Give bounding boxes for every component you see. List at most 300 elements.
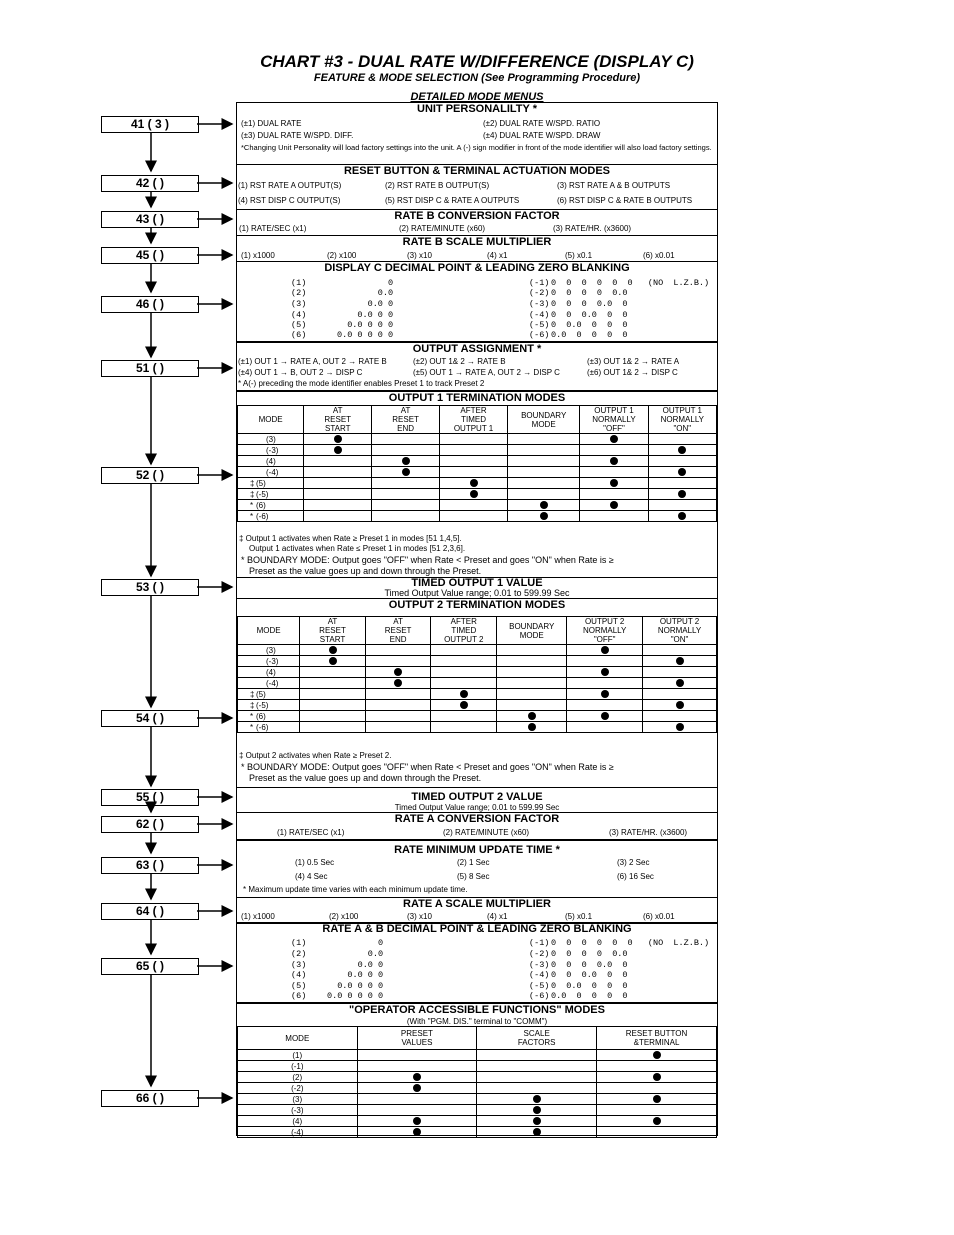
decimal-value: 0 0 0 0 0 0 (NO L.Z.B.) <box>551 278 710 288</box>
timed-output1-range: Timed Output Value range; 0.01 to 599.99 Sec <box>384 588 570 598</box>
rate-a-conversion-panel <box>236 812 718 840</box>
table-header-row <box>238 1027 717 1050</box>
footnote-mark: ‡ <box>250 689 255 699</box>
column-header: SCALE FACTORS <box>477 1027 597 1050</box>
mode-cell <box>300 689 366 700</box>
mode-cell <box>477 1116 597 1127</box>
mode-cell <box>304 500 372 511</box>
mode-cell <box>372 467 440 478</box>
mode-cell <box>648 500 716 511</box>
selection-dot <box>601 690 609 698</box>
mode-cell <box>440 456 508 467</box>
decimal-value: 0.0 0 0 <box>327 970 384 980</box>
selection-dot <box>676 657 684 665</box>
rate-a-scale-header: RATE A SCALE MULTIPLIER <box>403 898 551 910</box>
rate-a-conv-option: (2) RATE/MINUTE (x60) <box>443 828 530 837</box>
mode-cell <box>372 511 440 522</box>
decimal-value: 0.0 0 0 0 0 <box>551 991 628 1001</box>
selection-dot <box>413 1073 421 1081</box>
column-header: OUTPUT 1 NORMALLY "OFF" <box>580 406 648 434</box>
mode-cell <box>300 645 366 656</box>
decimal-mode: (4) <box>291 970 307 980</box>
decimal-value: 0.0 <box>327 949 384 959</box>
mode-cell <box>365 711 431 722</box>
timed-output2-range: Timed Output Value range; 0.01 to 599.99 Sec <box>394 803 560 812</box>
mode-cell <box>300 678 366 689</box>
reset-option: (5) RST DISP C & RATE A OUTPUTS <box>385 196 520 205</box>
mode-cell <box>648 445 716 456</box>
decimal-value: 0 0 0 0.0 0 <box>551 960 628 970</box>
output1-note: Output 1 activates when Rate ≤ Preset 1 in modes [51 2,3,6]. <box>249 544 466 553</box>
mode-cell <box>440 445 508 456</box>
rate-b-scale-option: (2) x100 <box>327 251 357 260</box>
mode-cell <box>440 478 508 489</box>
decimal-value: 0.0 0 <box>337 299 394 309</box>
mode-box-45: 45 ( ) <box>101 247 199 264</box>
mode-cell <box>597 1094 717 1105</box>
output2-termination-header: OUTPUT 2 TERMINATION MODES <box>388 599 566 611</box>
timed-output2-header: TIMED OUTPUT 2 VALUE <box>411 791 543 803</box>
output1-boundary-note: * BOUNDARY MODE: Output goes "OFF" when Rate < Preset and goes "ON" when Rate is ≥ <box>241 555 614 565</box>
mode-cell <box>648 478 716 489</box>
mode-cell <box>300 700 366 711</box>
output1-termination-table <box>237 405 717 522</box>
selection-dot <box>329 657 337 665</box>
mode-cell <box>580 478 648 489</box>
mode-cell: (1) <box>238 1050 358 1061</box>
reset-button-header: RESET BUTTON & TERMINAL ACTUATION MODES <box>343 165 611 177</box>
mode-cell <box>431 645 497 656</box>
mode-cell <box>357 1105 477 1116</box>
operator-functions-header: "OPERATOR ACCESSIBLE FUNCTIONS" MODES <box>349 1004 605 1016</box>
mode-cell <box>477 1050 597 1061</box>
mode-cell <box>643 711 717 722</box>
mode-cell <box>497 711 567 722</box>
mode-cell <box>567 645 643 656</box>
mode-cell: (3) <box>238 1094 358 1105</box>
mode-cell <box>643 678 717 689</box>
rate-b-conversion-panel <box>236 209 718 236</box>
rate-a-conv-option: (3) RATE/HR. (x3600) <box>609 828 688 837</box>
table-header-row <box>238 406 717 434</box>
table-row <box>238 478 717 489</box>
mode-cell <box>597 1083 717 1094</box>
mode-cell: * (-6) <box>238 511 304 522</box>
table-row <box>238 689 717 700</box>
mode-cell <box>372 434 440 445</box>
decimal-mode: (2) <box>291 949 307 959</box>
mode-cell <box>440 489 508 500</box>
column-header: MODE <box>238 1027 358 1050</box>
table-row <box>238 1105 717 1116</box>
column-header: MODE <box>238 406 304 434</box>
mode-cell: (-4) <box>238 678 300 689</box>
decimal-mode: (1) <box>291 278 307 288</box>
detailed-mode-menus-heading: DETAILED MODE MENUS <box>410 91 544 103</box>
decimal-value: 0.0 0 0 0 <box>327 981 384 991</box>
mode-cell <box>497 700 567 711</box>
column-header: AT RESET END <box>365 617 431 645</box>
mode-box-51: 51 ( ) <box>101 360 199 377</box>
output2-boundary-note: * BOUNDARY MODE: Output goes "OFF" when Rate < Preset and goes "ON" when Rate is ≥ <box>241 762 614 772</box>
decimal-mode: (-4) <box>529 970 550 980</box>
selection-dot <box>676 723 684 731</box>
output-assign-option: (±3) OUT 1& 2 → RATE A <box>587 357 680 366</box>
mode-cell: (-3) <box>238 445 304 456</box>
mode-cell <box>372 500 440 511</box>
mode-cell <box>508 445 580 456</box>
decimal-value: 0.0 0 0 <box>337 310 394 320</box>
selection-dot <box>334 446 342 454</box>
mode-cell <box>431 678 497 689</box>
mode-cell <box>648 434 716 445</box>
selection-dot <box>676 701 684 709</box>
decimal-value: 0.0 0 0 0 <box>337 320 394 330</box>
update-option: (5) 8 Sec <box>457 872 490 881</box>
mode-cell <box>477 1127 597 1138</box>
mode-cell <box>508 456 580 467</box>
mode-cell <box>372 478 440 489</box>
output-assign-option: (±1) OUT 1 → RATE A, OUT 2 → RATE B <box>238 357 387 366</box>
selection-dot <box>653 1095 661 1103</box>
rate-a-scale-option: (5) x0.1 <box>565 912 593 921</box>
mode-box-54: 54 ( ) <box>101 710 199 727</box>
selection-dot <box>601 646 609 654</box>
table-row <box>238 667 717 678</box>
footnote-mark: * <box>250 722 254 732</box>
decimal-value: 0 0 0.0 0 0 <box>551 970 628 980</box>
mode-cell: (-1) <box>238 1061 358 1072</box>
update-option: (3) 2 Sec <box>617 858 650 867</box>
mode-cell <box>580 456 648 467</box>
decimal-value: 0 <box>327 938 384 948</box>
decimal-mode: (-6) <box>529 991 550 1001</box>
operator-functions-sub: (With "PGM. DIS." terminal to "COMM") <box>406 1017 548 1026</box>
chart-title: CHART #3 - DUAL RATE W/DIFFERENCE (DISPLAY C) <box>260 52 694 71</box>
mode-cell: ‡ (-5) <box>238 489 304 500</box>
mode-cell <box>643 667 717 678</box>
mode-cell <box>567 722 643 733</box>
mode-cell <box>304 489 372 500</box>
mode-cell <box>431 689 497 700</box>
mode-cell <box>372 456 440 467</box>
mode-cell <box>597 1116 717 1127</box>
mode-cell <box>440 467 508 478</box>
mode-box-46: 46 ( ) <box>101 296 199 313</box>
mode-cell: (-4) <box>238 1127 358 1138</box>
table-row <box>238 1083 717 1094</box>
mode-cell <box>365 678 431 689</box>
mode-cell <box>365 656 431 667</box>
column-header: PRESET VALUES <box>357 1027 477 1050</box>
mode-cell <box>643 689 717 700</box>
selection-dot <box>678 490 686 498</box>
selection-dot <box>413 1084 421 1092</box>
selection-dot <box>610 479 618 487</box>
table-row <box>238 1116 717 1127</box>
mode-cell <box>567 700 643 711</box>
selection-dot <box>460 690 468 698</box>
decimal-mode: (6) <box>291 991 307 1001</box>
mode-cell <box>357 1072 477 1083</box>
selection-dot <box>413 1117 421 1125</box>
mode-cell <box>365 700 431 711</box>
mode-cell <box>440 434 508 445</box>
decimal-mode: (-4) <box>529 310 550 320</box>
column-header: OUTPUT 2 NORMALLY "ON" <box>643 617 717 645</box>
mode-cell <box>567 656 643 667</box>
mode-cell <box>508 434 580 445</box>
mode-cell: (3) <box>238 645 300 656</box>
unit-personality-option: (±1) DUAL RATE <box>241 119 302 128</box>
mode-box-42: 42 ( ) <box>101 175 199 192</box>
rate-b-scale-option: (1) x1000 <box>241 251 275 260</box>
table-row <box>238 456 717 467</box>
decimal-value: 0 0 0 0 0.0 <box>551 949 628 959</box>
decimal-value: 0.0 <box>337 288 394 298</box>
selection-dot <box>402 468 410 476</box>
mode-cell <box>372 489 440 500</box>
mode-cell <box>508 500 580 511</box>
rate-b-scale-option: (6) x0.01 <box>643 251 675 260</box>
decimal-mode: (2) <box>291 288 307 298</box>
mode-cell <box>365 689 431 700</box>
mode-cell <box>357 1083 477 1094</box>
output-assign-option: (±4) OUT 1 → B, OUT 2 → DISP C <box>238 368 363 377</box>
decimal-mode: (5) <box>291 981 307 991</box>
mode-cell <box>477 1105 597 1116</box>
unit-personality-option: (±3) DUAL RATE W/SPD. DIFF. <box>241 131 354 140</box>
mode-cell <box>497 656 567 667</box>
selection-dot <box>394 668 402 676</box>
mode-cell <box>597 1050 717 1061</box>
mode-box-53: 53 ( ) <box>101 579 199 596</box>
mode-cell <box>648 511 716 522</box>
mode-cell <box>508 467 580 478</box>
mode-cell <box>431 656 497 667</box>
operator-functions-panel <box>236 1003 718 1136</box>
mode-cell <box>497 689 567 700</box>
table-row <box>238 1061 717 1072</box>
decimal-value: 0 0.0 0 0 0 <box>551 320 628 330</box>
mode-cell <box>580 500 648 511</box>
table-row <box>238 445 717 456</box>
rate-b-conv-option: (2) RATE/MINUTE (x60) <box>399 224 486 233</box>
mode-cell <box>357 1116 477 1127</box>
decimal-value: 0 0.0 0 0 0 <box>551 981 628 991</box>
reset-button-panel <box>236 164 718 210</box>
mode-cell <box>648 456 716 467</box>
mode-cell: (-2) <box>238 1083 358 1094</box>
mode-cell: ‡ (5) <box>238 478 304 489</box>
decimal-mode: (1) <box>291 938 307 948</box>
mode-cell <box>365 722 431 733</box>
mode-cell <box>431 711 497 722</box>
mode-box-64: 64 ( ) <box>101 903 199 920</box>
rate-a-scale-option: (1) x1000 <box>241 912 275 921</box>
rate-b-conv-option: (3) RATE/HR. (x3600) <box>553 224 632 233</box>
mode-cell <box>497 645 567 656</box>
mode-cell: (2) <box>238 1072 358 1083</box>
mode-cell <box>580 511 648 522</box>
update-option: (1) 0.5 Sec <box>295 858 335 867</box>
decimal-value: 0 0 0 0 0.0 <box>551 288 628 298</box>
selection-dot <box>460 701 468 709</box>
output-assign-option: (±5) OUT 1 → RATE A, OUT 2 → DISP C <box>413 368 560 377</box>
mode-cell <box>643 656 717 667</box>
mode-cell <box>580 434 648 445</box>
column-header: OUTPUT 2 NORMALLY "OFF" <box>567 617 643 645</box>
decimal-mode: (-6) <box>529 330 550 340</box>
rate-b-scale-option: (4) x1 <box>487 251 508 260</box>
mode-box-55: 55 ( ) <box>101 789 199 806</box>
decimal-mode: (-1) <box>529 938 550 948</box>
timed-output1-panel <box>236 577 718 599</box>
output1-boundary-note: Preset as the value goes up and down through the Preset. <box>249 566 482 576</box>
rate-min-update-header: RATE MINIMUM UPDATE TIME * <box>394 844 560 856</box>
decimal-mode: (-5) <box>529 981 550 991</box>
timed-output2-panel <box>236 787 718 813</box>
selection-dot <box>678 446 686 454</box>
mode-cell <box>357 1094 477 1105</box>
decimal-value: 0 0 0.0 0 0 <box>551 310 628 320</box>
decimal-value: 0.0 0 0 0 0 <box>337 330 394 340</box>
table-row <box>238 1050 717 1061</box>
rate-min-update-panel <box>236 840 718 898</box>
mode-cell <box>357 1061 477 1072</box>
update-option: (4) 4 Sec <box>295 872 328 881</box>
mode-cell <box>440 500 508 511</box>
selection-dot <box>329 646 337 654</box>
mode-cell: * (6) <box>238 711 300 722</box>
output2-termination-panel <box>236 598 718 788</box>
mode-cell <box>643 722 717 733</box>
mode-cell <box>357 1127 477 1138</box>
mode-cell <box>300 667 366 678</box>
mode-cell <box>304 445 372 456</box>
table-row <box>238 434 717 445</box>
mode-cell: (-3) <box>238 1105 358 1116</box>
table-row <box>238 656 717 667</box>
mode-cell <box>300 711 366 722</box>
rate-a-scale-option: (2) x100 <box>329 912 359 921</box>
decimal-mode: (-2) <box>529 949 550 959</box>
output2-boundary-note: Preset as the value goes up and down through the Preset. <box>249 773 482 783</box>
mode-cell <box>648 467 716 478</box>
decimal-mode: (-3) <box>529 960 550 970</box>
selection-dot <box>676 679 684 687</box>
decimal-mode: (4) <box>291 310 307 320</box>
mode-box-43: 43 ( ) <box>101 211 199 228</box>
decimal-value: 0 <box>337 278 394 288</box>
decimal-mode: (-1) <box>529 278 550 288</box>
selection-dot <box>653 1073 661 1081</box>
footnote-mark: ‡ <box>250 478 255 488</box>
table-row <box>238 489 717 500</box>
column-header: BOUNDARY MODE <box>508 406 580 434</box>
selection-dot <box>533 1117 541 1125</box>
mode-cell <box>431 722 497 733</box>
mode-cell: * (-6) <box>238 722 300 733</box>
mode-cell <box>567 689 643 700</box>
reset-option: (1) RST RATE A OUTPUT(S) <box>238 181 342 190</box>
mode-box-41: 41 ( 3 ) <box>101 116 199 133</box>
decimal-mode: (6) <box>291 330 307 340</box>
timed-output1-header: TIMED OUTPUT 1 VALUE <box>411 577 543 589</box>
table-row <box>238 711 717 722</box>
mode-cell <box>567 678 643 689</box>
mode-cell: * (6) <box>238 500 304 511</box>
mode-cell: ‡ (-5) <box>238 700 300 711</box>
output2-termination-table <box>237 616 717 733</box>
output1-termination-header: OUTPUT 1 TERMINATION MODES <box>388 392 566 404</box>
mode-cell <box>648 489 716 500</box>
reset-option: (2) RST RATE B OUTPUT(S) <box>385 181 490 190</box>
selection-dot <box>610 457 618 465</box>
rate-b-scale-option: (3) x10 <box>407 251 432 260</box>
selection-dot <box>610 435 618 443</box>
column-header: MODE <box>238 617 300 645</box>
operator-functions-table <box>237 1026 717 1138</box>
decimal-mode: (5) <box>291 320 307 330</box>
unit-personality-note: *Changing Unit Personality will load factory settings into the unit. A (-) sign modifier in front of the mode identifier will also load factory settings. <box>241 143 712 152</box>
output1-termination-panel <box>236 391 718 578</box>
mode-cell <box>597 1061 717 1072</box>
mode-cell: (4) <box>238 456 304 467</box>
mode-cell <box>304 456 372 467</box>
selection-dot <box>470 490 478 498</box>
table-row <box>238 1072 717 1083</box>
unit-personality-option: (±4) DUAL RATE W/SPD. DRAW <box>483 131 601 140</box>
mode-cell <box>497 722 567 733</box>
chart-subtitle: FEATURE & MODE SELECTION (See Programming Procedure) <box>313 72 641 84</box>
mode-cell <box>477 1061 597 1072</box>
mode-cell <box>365 645 431 656</box>
column-header: AT RESET END <box>372 406 440 434</box>
mode-cell <box>580 489 648 500</box>
decimal-mode: (3) <box>291 299 307 309</box>
decimal-mode: (-3) <box>529 299 550 309</box>
mode-cell <box>431 700 497 711</box>
mode-cell <box>597 1072 717 1083</box>
unit-personality-option: (±2) DUAL RATE W/SPD. RATIO <box>483 119 601 128</box>
column-header: AT RESET START <box>304 406 372 434</box>
decimal-mode: (-5) <box>529 320 550 330</box>
selection-dot <box>540 512 548 520</box>
footnote-mark: * <box>250 511 254 521</box>
mode-cell <box>304 478 372 489</box>
rate-b-scale-header: RATE B SCALE MULTIPLIER <box>402 236 552 248</box>
rate-a-conversion-header: RATE A CONVERSION FACTOR <box>394 813 560 825</box>
reset-option: (3) RST RATE A & B OUTPUTS <box>557 181 671 190</box>
output-assign-option: (±2) OUT 1& 2 → RATE B <box>413 357 506 366</box>
footnote-mark: * <box>250 711 254 721</box>
table-header-row <box>238 617 717 645</box>
mode-cell <box>300 656 366 667</box>
mode-cell <box>372 445 440 456</box>
mode-box-62: 62 ( ) <box>101 816 199 833</box>
mode-cell <box>431 667 497 678</box>
output2-note: ‡ Output 2 activates when Rate ≥ Preset 2. <box>239 751 392 760</box>
column-header: RESET BUTTON &TERMINAL <box>597 1027 717 1050</box>
selection-dot <box>528 712 536 720</box>
mode-cell <box>643 645 717 656</box>
mode-cell <box>597 1127 717 1138</box>
mode-cell <box>477 1072 597 1083</box>
display-c-decimal-header: DISPLAY C DECIMAL POINT & LEADING ZERO BLANKING <box>324 262 630 274</box>
selection-dot <box>601 712 609 720</box>
mode-cell <box>304 434 372 445</box>
